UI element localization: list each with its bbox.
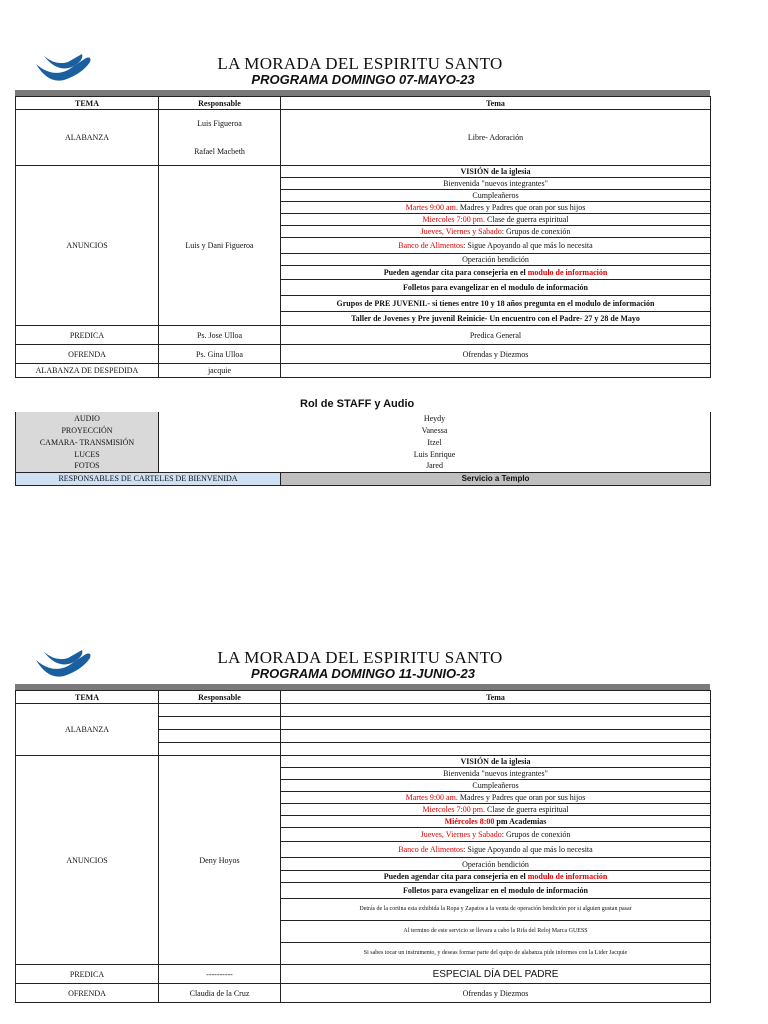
servicio-label: Servicio a Templo — [281, 472, 711, 485]
anuncio-item — [281, 883, 711, 899]
anuncio-item — [281, 899, 711, 921]
anuncio-text: Madres y Padres que oran por sus hijos — [457, 793, 586, 802]
anuncio-item — [281, 842, 711, 858]
anuncio-text: Clase de guerra espiritual — [484, 215, 569, 224]
predica-tema: ESPECIAL DÍA DEL PADRE — [281, 965, 711, 984]
anuncio-item — [281, 756, 711, 768]
alabanza-tema-cell — [281, 717, 711, 730]
anuncio-text: pm Academias — [494, 817, 547, 826]
anuncio-item — [281, 858, 711, 871]
anuncio-text: Al termino de este servicio se llevara a cabo la Rifa del Reloj Marca GUESS — [403, 928, 588, 934]
alabanza-resp-cell — [159, 730, 281, 743]
anuncio-text: Madres y Padres que oran por sus hijos — [457, 203, 586, 212]
anuncio-text: Cumpleañeros — [472, 191, 519, 200]
anuncio-text: Taller de Jovenes y Pre juvenil Reinicie- Un encuentro con el Padre- 27 y 28 de Mayo — [351, 314, 640, 323]
alabanza-resp-2: Rafael Macbeth — [159, 138, 281, 166]
page-subtitle: PROGRAMA DOMINGO 07-MAYO-23 — [251, 72, 475, 87]
anuncio-highlight: modulo de información — [527, 872, 608, 881]
program-table — [15, 690, 711, 1003]
anuncio-text: Clase de guerra espiritual — [484, 805, 569, 814]
staff-name: Heydy — [159, 412, 711, 424]
anuncio-highlight: Miercoles 7:00 pm. — [422, 805, 485, 814]
program-table — [15, 96, 711, 378]
anuncio-text: : Grupos de conexión — [501, 227, 571, 236]
ofrenda-resp: Claudia de la Cruz — [159, 984, 281, 1003]
staff-table — [15, 412, 711, 486]
anuncio-item — [281, 254, 711, 266]
page-subtitle: PROGRAMA DOMINGO 11-JUNIO-23 — [251, 666, 475, 681]
staff-title: Rol de STAFF y Audio — [300, 398, 415, 410]
anuncio-item — [281, 190, 711, 202]
col-header-tema: TEMA — [16, 691, 159, 704]
despedida-tema — [281, 364, 711, 378]
staff-name: Itzel — [159, 436, 711, 448]
anuncio-text: Cumpleañeros — [472, 781, 519, 790]
anuncio-item — [281, 238, 711, 254]
anuncio-item — [281, 280, 711, 296]
staff-name: Jared — [159, 460, 711, 472]
anuncio-item — [281, 792, 711, 804]
alabanza-label: ALABANZA — [16, 704, 159, 756]
alabanza-resp-1: Luis Figueroa — [159, 110, 281, 138]
anuncios-label: ANUNCIOS — [16, 756, 159, 965]
anuncio-text: Grupos de PRE JUVENIL- si tienes entre 10 y 18 años pregunta en el modulo de información — [336, 299, 655, 308]
staff-role: LUCES — [16, 448, 159, 460]
anuncio-text: : Sigue Apoyando al que más lo necesita — [463, 241, 593, 250]
anuncio-item — [281, 768, 711, 780]
page-title: LA MORADA DEL ESPIRITU SANTO — [217, 54, 503, 73]
anuncio-item — [281, 178, 711, 190]
ofrenda-tema: Ofrendas y Diezmos — [281, 345, 711, 364]
anuncio-text: VISIÓN de la iglesia — [460, 167, 531, 176]
anuncio-highlight: Banco de Alimentos — [398, 241, 464, 250]
alabanza-resp-cell — [159, 704, 281, 717]
anuncio-text: VISIÓN de la iglesia — [460, 757, 531, 766]
anuncio-highlight: Jueves, Viernes y Sabado — [420, 227, 502, 236]
anuncio-item — [281, 214, 711, 226]
anuncio-text: Bienvenida "nuevos integrantes" — [443, 769, 548, 778]
anuncios-resp: Deny Hoyos — [159, 756, 281, 965]
alabanza-tema-cell — [281, 704, 711, 717]
col-header-tema: TEMA — [16, 97, 159, 110]
alabanza-tema-cell — [281, 743, 711, 756]
anuncio-item — [281, 266, 711, 280]
anuncio-item — [281, 296, 711, 312]
anuncio-item — [281, 804, 711, 816]
staff-role: AUDIO — [16, 412, 159, 424]
alabanza-resp-cell — [159, 717, 281, 730]
alabanza-tema-cell — [281, 730, 711, 743]
carteles-label: RESPONSABLES DE CARTELES DE BIENVENIDA — [16, 472, 281, 485]
anuncio-item — [281, 780, 711, 792]
anuncio-highlight: Jueves, Viernes y Sabado — [420, 830, 502, 839]
col-header-responsable: Responsable — [159, 97, 281, 110]
predica-tema: Predica General — [281, 326, 711, 345]
staff-role: CAMARA- TRANSMISIÓN — [16, 436, 159, 448]
anuncio-item — [281, 312, 711, 326]
anuncio-item — [281, 166, 711, 178]
anuncio-item — [281, 921, 711, 943]
anuncio-item — [281, 871, 711, 883]
col-header-tema2: Tema — [281, 691, 711, 704]
staff-name: Vanessa — [159, 424, 711, 436]
anuncio-item — [281, 226, 711, 238]
col-header-tema2: Tema — [281, 97, 711, 110]
anuncio-highlight: Miércoles 8:00 — [444, 817, 495, 826]
ofrenda-label: OFRENDA — [16, 984, 159, 1003]
anuncio-text: Detrás de la cortina esta exhibida la Ropa y Zapatos a la venta de operación bendición por si alguien gustan pasar — [359, 906, 632, 912]
anuncio-text: Bienvenida "nuevos integrantes" — [443, 179, 548, 188]
anuncio-text: Operación bendición — [462, 255, 529, 264]
despedida-label: ALABANZA DE DESPEDIDA — [16, 364, 159, 378]
anuncio-text: Folletos para evangelizar en el modulo de información — [403, 886, 588, 895]
staff-role: FOTOS — [16, 460, 159, 472]
anuncio-text: Pueden agendar cita para consejeria en el — [383, 268, 528, 277]
anuncio-highlight: Miercoles 7:00 pm. — [422, 215, 485, 224]
anuncio-highlight: Martes 9:00 am. — [405, 203, 458, 212]
predica-label: PREDICA — [16, 965, 159, 984]
anuncio-highlight: modulo de información — [527, 268, 608, 277]
ofrenda-label: OFRENDA — [16, 345, 159, 364]
predica-resp: Ps. Jose Ulloa — [159, 326, 281, 345]
staff-role: PROYECCIÓN — [16, 424, 159, 436]
anuncio-item — [281, 202, 711, 214]
anuncio-text: Operación bendición — [462, 859, 529, 869]
anuncios-resp: Luis y Dani Figueroa — [159, 166, 281, 326]
anuncio-text: Folletos para evangelizar en el modulo de información — [403, 283, 588, 292]
page-title: LA MORADA DEL ESPIRITU SANTO — [217, 648, 503, 667]
anuncio-text: Pueden agendar cita para consejeria en el — [383, 872, 528, 881]
predica-label: PREDICA — [16, 326, 159, 345]
alabanza-tema: Libre- Adoración — [281, 110, 711, 166]
anuncio-text: Si sabes tocar un instrumento, y deseas formar parte del quipo de alabanza pide informes con la Lider Jacquie — [363, 950, 628, 956]
ofrenda-tema: Ofrendas y Diezmos — [281, 984, 711, 1003]
anuncio-text: : Grupos de conexión — [501, 830, 571, 839]
anuncios-label: ANUNCIOS — [16, 166, 159, 326]
alabanza-label: ALABANZA — [16, 110, 159, 166]
anuncio-item — [281, 943, 711, 965]
anuncio-text: : Sigue Apoyando al que más lo necesita — [463, 845, 593, 854]
staff-name: Luis Enrique — [159, 448, 711, 460]
ofrenda-resp: Ps. Gina Ulloa — [159, 345, 281, 364]
despedida-resp: jacquie — [159, 364, 281, 378]
anuncio-item — [281, 816, 711, 828]
anuncio-item — [281, 828, 711, 842]
col-header-responsable: Responsable — [159, 691, 281, 704]
anuncio-highlight: Banco de Alimentos — [398, 845, 464, 854]
alabanza-resp-cell — [159, 743, 281, 756]
predica-resp: ---------- — [159, 965, 281, 984]
anuncio-highlight: Martes 9:00 am. — [405, 793, 458, 802]
